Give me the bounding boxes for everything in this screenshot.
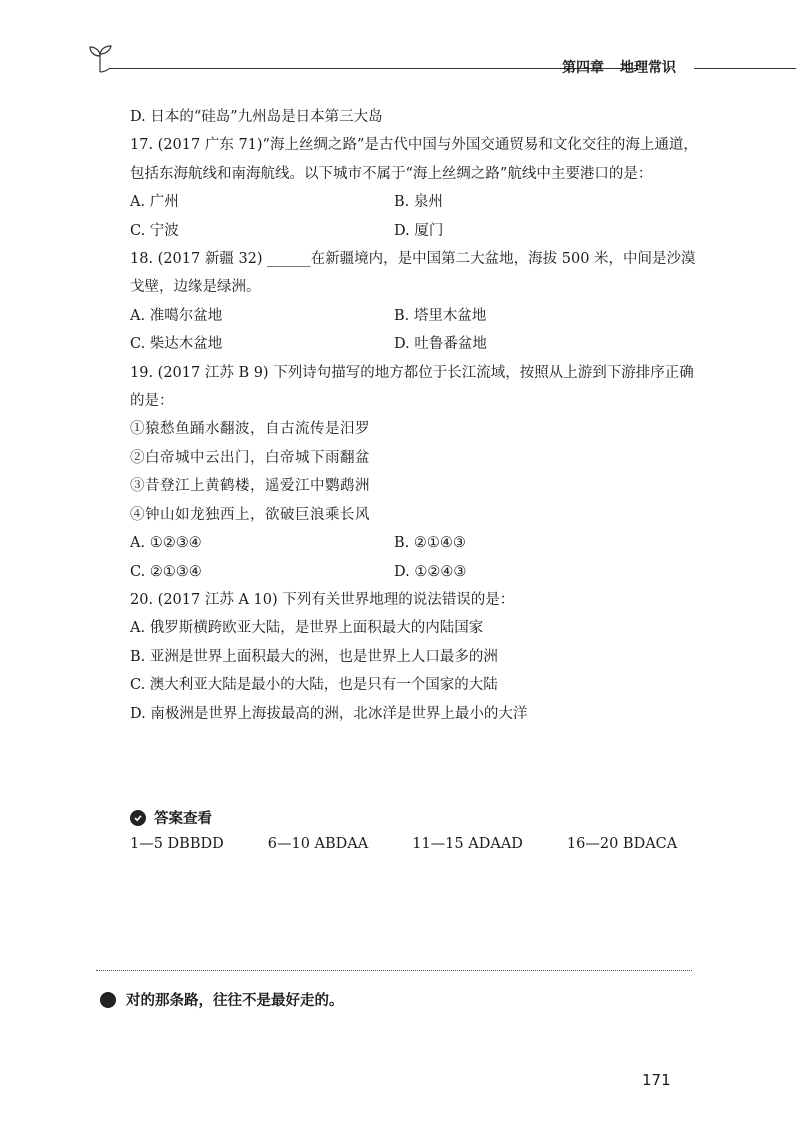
poem-line-1: ①猿愁鱼踊水翻波，自古流传是汨罗 [130, 421, 370, 438]
poem-line-4: ④钟山如龙独西上，欲破巨浪乘长风 [130, 506, 370, 523]
options-row [130, 302, 700, 330]
option-a: A. 准噶尔盆地 [130, 307, 223, 324]
option-b: B. 泉州 [394, 194, 443, 211]
sprout-icon [88, 44, 114, 74]
options-row [130, 330, 700, 358]
options-row [130, 188, 700, 216]
chapter-number: 第四章 [562, 60, 604, 76]
motto-bullet-icon [100, 992, 116, 1008]
answer-group: 1—5 DBBDD [130, 836, 224, 852]
option-b: B. 塔里木盆地 [394, 307, 487, 324]
option-c: C. 宁波 [130, 222, 179, 239]
options-row [130, 529, 700, 557]
answer-heading-text: 答案查看 [154, 811, 212, 827]
option-d: D. ①②④③ [394, 563, 467, 580]
options-row [130, 217, 700, 245]
footer-divider [96, 970, 692, 971]
answer-group: 6—10 ABDAA [267, 836, 369, 852]
answer-key [130, 836, 730, 852]
header-rule-left [110, 68, 638, 69]
footer-motto [100, 989, 344, 1010]
question-19: 19. (2017 江苏 B 9) 下列诗句描写的地方都位于长江流域，按照从上游到下游排序正确的是： [130, 364, 694, 410]
option-a: A. 俄罗斯横跨欧亚大陆，是世界上面积最大的内陆国家 [130, 620, 484, 637]
answer-group: 11—15 ADAAD [412, 836, 523, 852]
question-17: 17. (2017 广东 71)“海上丝绸之路”是古代中国与外国交通贸易和文化交往的海上通道，包括东海航线和南海航线。以下城市不属于“海上丝绸之路”航线中主要港口的是： [130, 137, 698, 182]
option-c: C. 柴达木盆地 [130, 336, 223, 353]
chapter-heading [562, 57, 676, 77]
option-a: A. ①②③④ [130, 535, 202, 552]
header-rule-right [694, 68, 796, 69]
page-number: 171 [642, 1071, 671, 1089]
prev-option-d: D. 日本的“硅岛”九州岛是日本第三大岛 [130, 109, 383, 125]
answer-heading [130, 807, 212, 828]
question-20: 20. (2017 江苏 A 10) 下列有关世界地理的说法错误的是： [130, 591, 515, 608]
option-d: D. 厦门 [394, 222, 444, 239]
answer-badge-icon [130, 810, 146, 826]
question-body [130, 103, 700, 728]
option-b: B. ②①④③ [394, 535, 466, 552]
answer-group: 16—20 BDACA [566, 836, 678, 852]
option-d: D. 南极洲是世界上海拔最高的洲，北冰洋是世界上最小的大洋 [130, 705, 528, 722]
poem-line-2: ②白帝城中云出门，白帝城下雨翻盆 [130, 449, 370, 466]
question-18: 18. (2017 新疆 32) ______在新疆境内，是中国第二大盆地，海拔 500 米，中间是沙漠戈壁，边缘是绿洲。 [130, 251, 696, 296]
option-d: D. 吐鲁番盆地 [394, 336, 487, 353]
option-b: B. 亚洲是世界上面积最大的洲，也是世界上人口最多的洲 [130, 648, 498, 665]
motto-text: 对的那条路，往往不是最好走的。 [126, 993, 344, 1009]
poem-line-3: ③昔登江上黄鹤楼，遥爱江中鹦鹉洲 [130, 478, 370, 495]
chapter-title: 地理常识 [620, 60, 676, 76]
options-row [130, 558, 700, 586]
option-c: C. 澳大利亚大陆是最小的大陆，也是只有一个国家的大陆 [130, 677, 498, 694]
page-header [88, 44, 696, 84]
option-a: A. 广州 [130, 194, 179, 211]
option-c: C. ②①③④ [130, 563, 202, 580]
